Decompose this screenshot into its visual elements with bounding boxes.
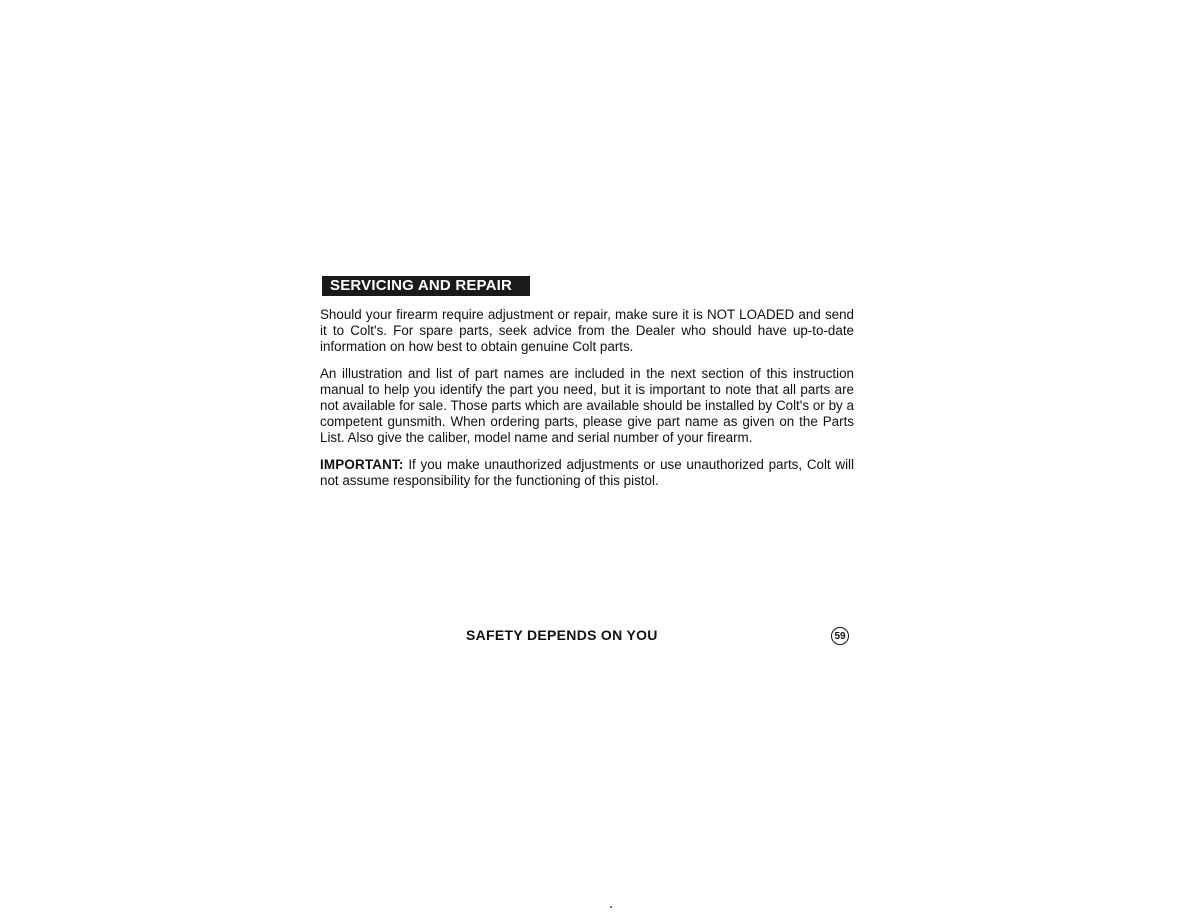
page-number: 59: [831, 627, 849, 645]
paragraph-parts: An illustration and list of part names are included in the next section of this instruction manual to help you identify the part you need, but it is important to note that all parts are not available for sale. Those parts which are available should be installed by Colt's or by a competent gunsmith. When ordering parts, please give part name as given on the Parts List. Also give the caliber, model name and serial number of your firearm.: [320, 365, 854, 446]
paragraph-servicing: Should your firearm require adjustment or repair, make sure it is NOT LOADED and send it to Colt's. For spare parts, seek advice from the Dealer who should have up-to-date information on how best to obtain genuine Colt parts.: [320, 307, 854, 355]
paragraph-important: [320, 457, 854, 489]
body-text: [320, 307, 854, 499]
section-heading: SERVICING AND REPAIR: [322, 276, 530, 296]
footer-title: SAFETY DEPENDS ON YOU: [466, 627, 658, 643]
important-label: IMPORTANT:: [320, 456, 404, 472]
important-text: If you make unauthorized adjustments or use unauthorized parts, Colt will not assume responsibility for the functioning of this pistol.: [320, 456, 854, 488]
scan-speck: [610, 906, 612, 908]
